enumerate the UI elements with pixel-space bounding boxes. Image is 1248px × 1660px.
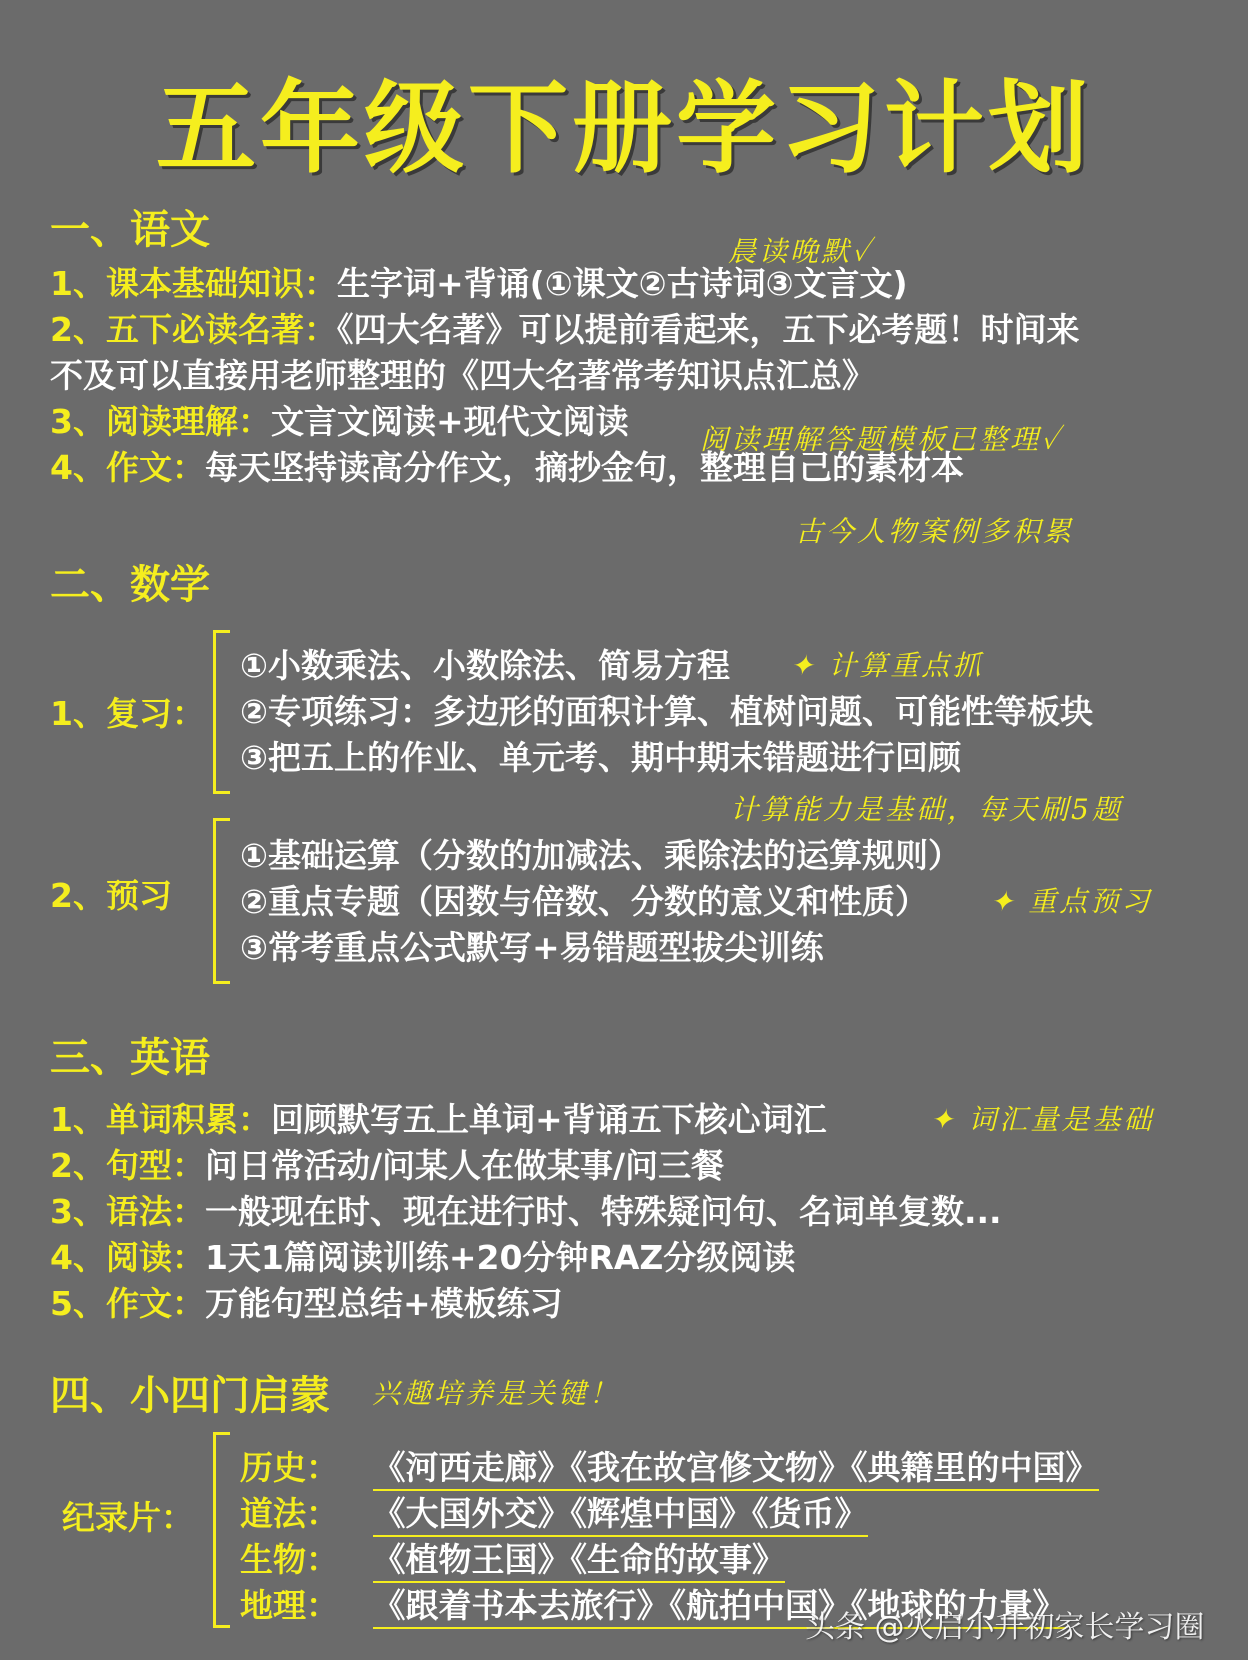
documentary-titles: 《河西走廊》《我在故宫修文物》《典籍里的中国》 [373,1448,1099,1491]
note-calc-focus: ✦ 计算重点抓 [790,649,984,682]
english-item-1 [50,1094,827,1141]
documentary-bracket [213,1432,230,1628]
documentary-row-civics [240,1488,868,1535]
watermark: 头条 @火启小升初家长学习圈 [805,1610,1205,1645]
chinese-item-1 [50,258,908,305]
item-text: 每天坚持读高分作文，摘抄金句，整理自己的素材本 [204,448,964,487]
item-label: 4、阅读： [50,1238,205,1277]
section-heading-chinese: 一、语文 [50,207,210,253]
item-text: 1天1篇阅读训练+20分钟RAZ分级阅读 [204,1238,796,1277]
chinese-item-2-continued: 不及可以直接用老师整理的《四大名著常考知识点汇总》 [50,356,875,395]
item-text: 生字词+背诵(①课文②古诗词③文言文) [336,264,908,303]
item-text: 万能句型总结+模板练习 [204,1284,563,1323]
math-review-item: ②专项练习：多边形的面积计算、植树问题、可能性等板块 [240,692,1093,731]
item-label: 1、单词积累： [50,1100,271,1139]
page-title: 五年级下册学习计划 [156,70,1092,187]
note-daily-practice: 计算能力是基础，每天刷5题 [730,793,1123,826]
note-vocab-foundation: ✦ 词汇量是基础 [930,1103,1155,1136]
note-morning-reading: 晨读晚默✓ [728,235,874,268]
note-writing-cases: 古今人物案例多积累 [795,515,1075,548]
chinese-item-4 [50,442,964,489]
item-label: 2、句型： [50,1146,205,1185]
english-item-5 [50,1278,563,1325]
chinese-item-3 [50,396,629,443]
math-preview-label: 2、预习 [50,876,172,915]
math-review-item: ③把五上的作业、单元考、期中期末错题进行回顾 [240,738,961,777]
item-text: 文言文阅读+现代文阅读 [270,402,629,441]
documentary-row-history [240,1442,1099,1489]
item-text: 问日常活动/问某人在做某事/问三餐 [204,1146,725,1185]
preview-bracket [213,818,230,984]
item-text: 《四大名著》可以提前看起来，五下必考题！时间来 [336,310,1080,349]
english-item-2 [50,1140,724,1187]
item-label: 3、语法： [50,1192,205,1231]
note-interest-key: 兴趣培养是关键！ [372,1377,621,1410]
section-heading-math: 二、数学 [50,562,210,608]
note-reading-template: 阅读理解答题模板已整理✓ [700,423,1063,456]
item-label: 5、作文： [50,1284,205,1323]
math-review-label: 1、复习： [50,694,205,733]
documentary-titles: 《大国外交》《辉煌中国》《货币》 [373,1494,868,1537]
chinese-item-2 [50,304,1079,351]
subject-label: 道法： [240,1494,339,1533]
item-label: 1、课本基础知识： [50,264,337,303]
review-bracket [213,630,230,794]
documentary-titles: 《植物王国》《生命的故事》 [373,1540,786,1583]
math-review-item: ①小数乘法、小数除法、简易方程 [240,646,730,685]
subject-label: 地理： [240,1586,339,1625]
section-heading-enlightenment: 四、小四门启蒙 [50,1373,330,1419]
note-preview-focus: ✦ 重点预习 [990,885,1153,918]
section-heading-english: 三、英语 [50,1035,210,1081]
documentary-row-biology [240,1534,785,1581]
item-text: 回顾默写五上单词+背诵五下核心词汇 [270,1100,827,1139]
english-item-3 [50,1186,1002,1233]
documentary-titles: 《跟着书本去旅行》《航拍中国》《地球的力量》 [373,1586,1066,1629]
item-text: 一般现在时、现在进行时、特殊疑问句、名词单复数... [204,1192,1002,1231]
math-preview-item: ③常考重点公式默写+易错题型拔尖训练 [240,928,824,967]
subject-label: 生物： [240,1540,339,1579]
documentary-label: 纪录片： [62,1498,194,1537]
item-label: 4、作文： [50,448,205,487]
math-preview-item: ①基础运算（分数的加减法、乘除法的运算规则） [240,836,961,875]
english-item-4 [50,1232,795,1279]
math-preview-item: ②重点专题（因数与倍数、分数的意义和性质） [240,882,928,921]
item-label: 3、阅读理解： [50,402,271,441]
subject-label: 历史： [240,1448,339,1487]
item-label: 2、五下必读名著： [50,310,337,349]
